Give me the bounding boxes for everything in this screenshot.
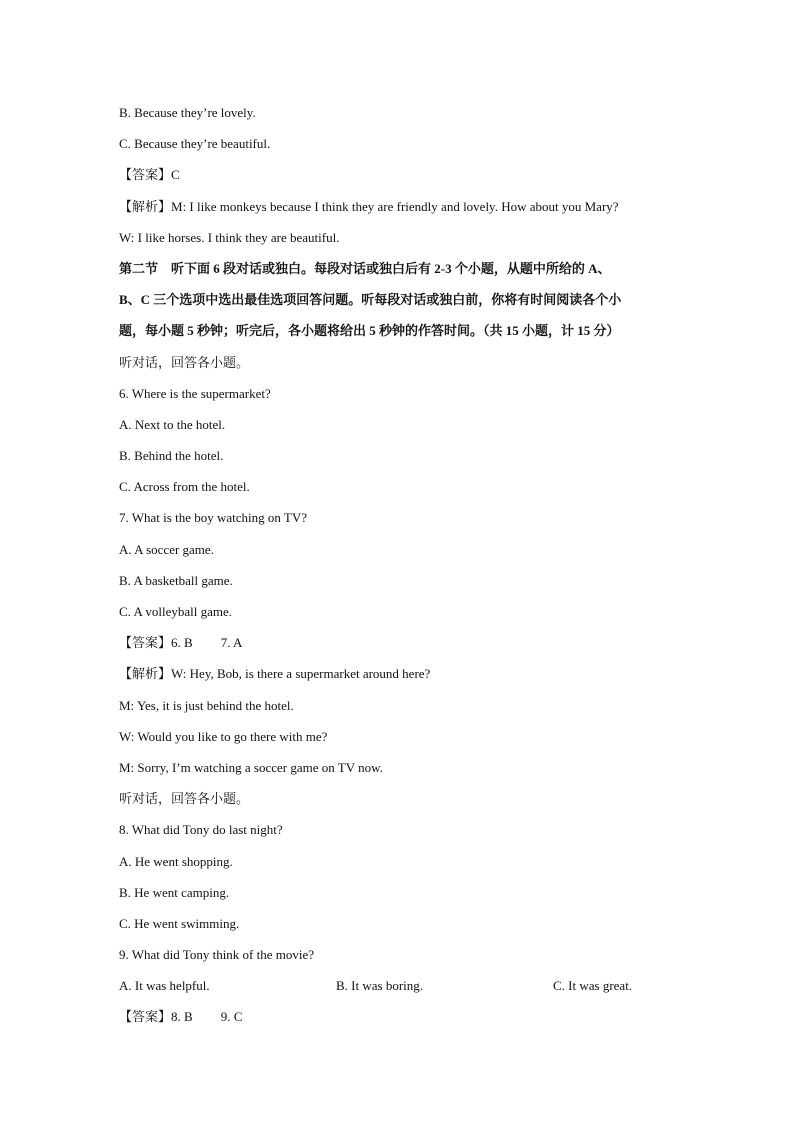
question-6: 6. Where is the supermarket? [119, 385, 271, 401]
transcript-line: M: Yes, it is just behind the hotel. [119, 697, 294, 713]
answer-value: 9. C [220, 1009, 243, 1025]
section-heading-line-3: 题，每小题 5 秒钟；听完后，各小题将给出 5 秒钟的作答时间。（共 15 小题，计 15 分） [119, 323, 620, 339]
question-9: 9. What did Tony think of the movie? [119, 947, 315, 963]
option-c-q9: C. It was great. [553, 978, 633, 994]
answer-label: 【答案】 [119, 1009, 172, 1025]
analysis-line-2 [119, 664, 679, 695]
answer-value: 8. B [171, 1009, 193, 1025]
option-b-q6: B. Behind the hotel. [119, 448, 224, 464]
option-a-q9: A. It was helpful. [119, 978, 210, 994]
option-b-q7: B. A basketball game. [119, 572, 233, 588]
option-c-q6: C. Across from the hotel. [119, 479, 250, 495]
analysis-text: M: I like monkeys because I think they are friendly and lovely. How about you Mary? [171, 198, 619, 214]
option-a-q6: A. Next to the hotel. [119, 416, 226, 432]
answer-line-3 [119, 1007, 679, 1038]
document-body [119, 103, 679, 1039]
analysis-label: 【解析】 [119, 666, 172, 682]
transcript-line: M: Sorry, I’m watching a soccer game on TV now. [119, 759, 383, 775]
instruction-line: 听对话，回答各小题。 [119, 354, 250, 370]
options-q9 [119, 976, 679, 1007]
section-heading-line-1: 第二节 听下面 6 段对话或独白。每段对话或独白后有 2-3 个小题，从题中所给的 A、 [119, 260, 611, 276]
answer-label: 【答案】 [119, 167, 172, 183]
transcript-line: W: I like horses. I think they are beautiful. [119, 229, 340, 245]
option-b-q9: B. It was boring. [336, 978, 424, 994]
answer-line-1 [119, 165, 679, 196]
option-c-q5: C. Because they’re beautiful. [119, 136, 271, 152]
analysis-text: W: Hey, Bob, is there a supermarket around here? [171, 666, 431, 682]
option-a-q7: A. A soccer game. [119, 541, 214, 557]
option-a-q8: A. He went shopping. [119, 853, 233, 869]
instruction-line: 听对话，回答各小题。 [119, 791, 250, 807]
transcript-line: W: Would you like to go there with me? [119, 728, 328, 744]
analysis-line-1 [119, 197, 679, 228]
section-heading-line-2: B、C 三个选项中选出最佳选项回答问题。听每段对话或独白前，你将有时间阅读各个小 [119, 292, 622, 308]
option-c-q7: C. A volleyball game. [119, 604, 233, 619]
option-b-q8: B. He went camping. [119, 884, 230, 900]
option-b-q5: B. Because they’re lovely. [119, 105, 256, 120]
answer-line-2 [119, 633, 679, 664]
answer-value: 7. A [220, 635, 243, 651]
analysis-label: 【解析】 [119, 198, 172, 214]
answer-value: C [171, 167, 180, 183]
answer-label: 【答案】 [119, 635, 172, 651]
answer-value: 6. B [171, 635, 193, 651]
question-7: 7. What is the boy watching on TV? [119, 510, 307, 526]
question-8: 8. What did Tony do last night? [119, 822, 283, 838]
option-c-q8: C. He went swimming. [119, 915, 240, 931]
